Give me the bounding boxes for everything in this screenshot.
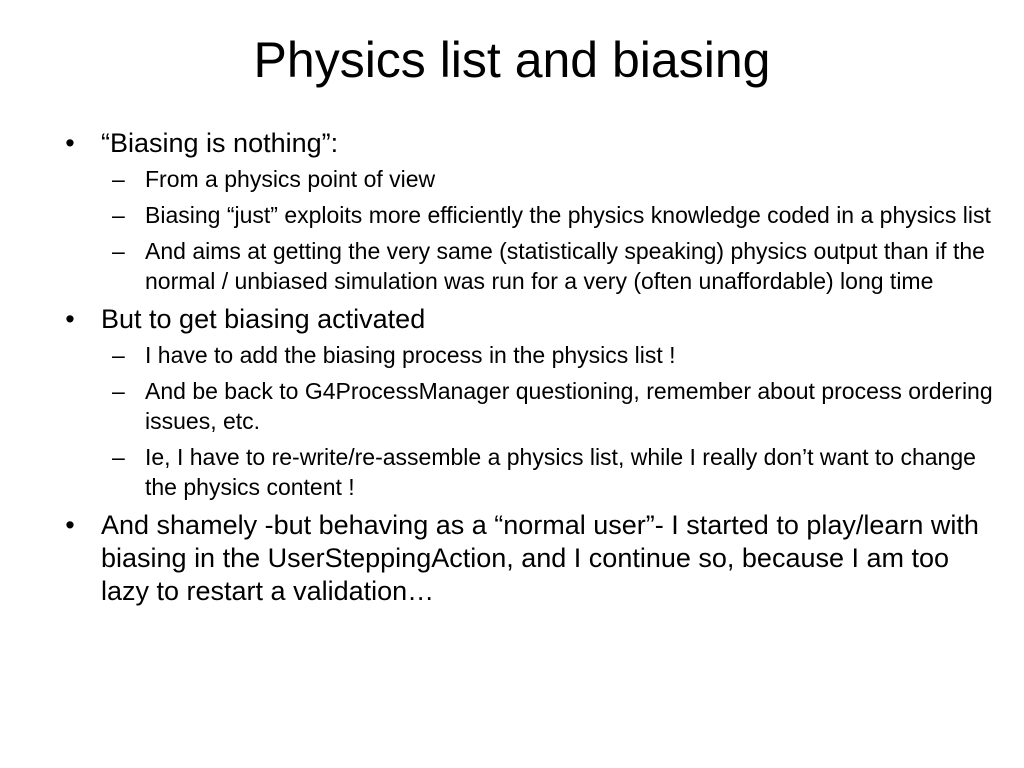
sub-bullet-item <box>60 442 995 502</box>
bullet-text: But to get biasing activated <box>101 304 426 334</box>
sub-bullet-text: And aims at getting the very same (statistically speaking) physics output than if the normal / unbiased simulation was run for a very (often unaffordable) long time <box>145 238 985 294</box>
sub-bullet-list <box>101 164 995 296</box>
bullet-icon: • <box>65 128 75 158</box>
bullet-icon: • <box>65 510 75 540</box>
bullet-item-shamely <box>60 509 995 608</box>
sub-bullet-text: Biasing “just” exploits more efficiently the physics knowledge coded in a physics list <box>145 202 991 228</box>
sub-bullet-item <box>60 340 995 370</box>
slide-title: Physics list and biasing <box>253 32 771 88</box>
bullet-item-biasing-is-nothing <box>60 127 995 296</box>
dash-icon: – <box>112 166 125 192</box>
bullet-icon: • <box>65 304 75 334</box>
sub-bullet-text: I have to add the biasing process in the physics list ! <box>145 342 676 368</box>
sub-bullet-item <box>60 164 995 194</box>
dash-icon: – <box>112 444 125 470</box>
sub-bullet-text: From a physics point of view <box>145 166 436 192</box>
dash-icon: – <box>112 378 125 404</box>
dash-icon: – <box>112 238 125 264</box>
slide-body <box>60 127 995 615</box>
bullet-list <box>60 127 995 608</box>
dash-icon: – <box>112 202 125 228</box>
sub-bullet-item <box>60 200 995 230</box>
bullet-item-get-biasing-activated <box>60 303 995 502</box>
sub-bullet-item <box>60 236 995 296</box>
sub-bullet-list <box>101 340 995 502</box>
bullet-text: “Biasing is nothing”: <box>101 128 339 158</box>
sub-bullet-text: Ie, I have to re-write/re-assemble a physics list, while I really don’t want to change the physics content ! <box>145 444 976 500</box>
sub-bullet-text: And be back to G4ProcessManager questioning, remember about process ordering issues, etc. <box>145 378 993 434</box>
sub-bullet-item <box>60 376 995 436</box>
dash-icon: – <box>112 342 125 368</box>
bullet-text: And shamely -but behaving as a “normal user”- I started to play/learn with biasing in the UserSteppingAction, and I continue so, because I am too lazy to restart a validation… <box>101 510 979 606</box>
